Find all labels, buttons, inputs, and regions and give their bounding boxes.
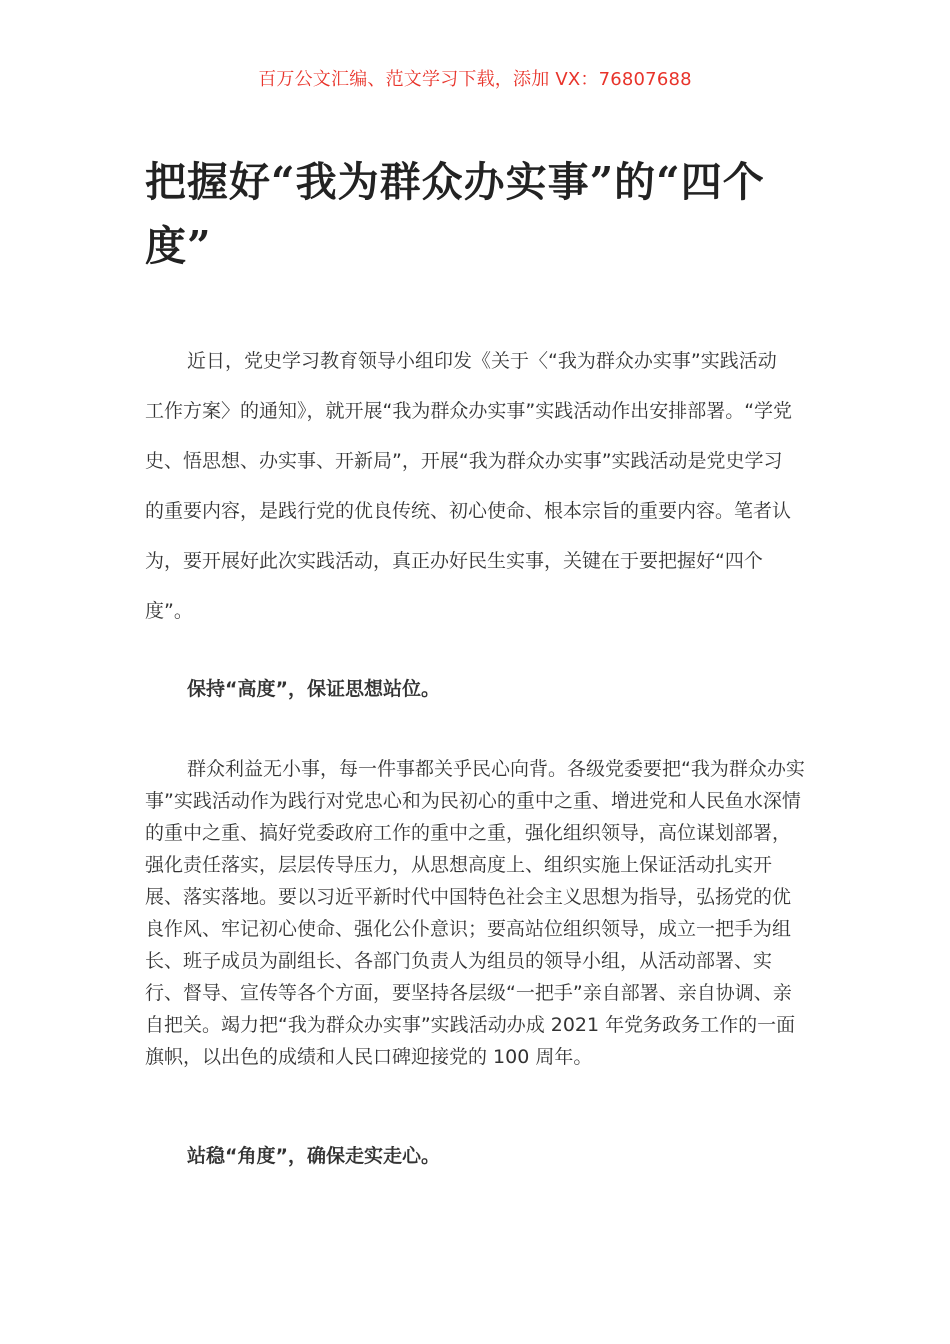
section-heading-angle: 站稳“角度”，确保走实走心。 (187, 1145, 440, 1167)
header-banner: 百万公文汇编、范文学习下载，添加 VX：76807688 (258, 69, 692, 90)
section-body-height: 群众利益无小事，每一件事都关乎民心向背。各级党委要把“我为群众办实事”实践活动作为践行对党忠心和为民初心的重中之重、增进党和人民鱼水深情的重中之重、搞好党委政府工作的重中之重，强化组织领导，高位谋划部署，强化责任落实，层层传导压力，从思想高度上、组织实施上保证活动扎实开展、落实落地。要以习近平新时代中国特色社会主义思想为指导，弘扬党的优良作风、牢记初心使命、强化公仆意识；要高站位组织领导，成立一把手为组长、班子成员为副组长、各部门负责人为组员的领导小组，从活动部署、实行、督导、宣传等各个方面，要坚持各层级“一把手”亲自部署、亲自协调、亲自把关。竭力把“我为群众办实事”实践活动办成 2021 年党务政务工作的一面旗帜，以出色的成绩和人民口碑迎接党的 100 周年。 (145, 758, 805, 1068)
page-title: 把握好“我为群众办实事”的“四个度” (145, 158, 765, 270)
section-heading-height: 保持“高度”，保证思想站位。 (187, 678, 440, 700)
intro-paragraph: 近日，党史学习教育领导小组印发《关于〈“我为群众办实事”实践活动工作方案〉的通知》，就开展“我为群众办实事”实践活动作出安排部署。“学党史、悟思想、办实事、开新局”，开展“我为群众办实事”实践活动是党史学习的重要内容，是践行党的优良传统、初心使命、根本宗旨的重要内容。笔者认为，要开展好此次实践活动，真正办好民生实事，关键在于要把握好“四个度”。 (145, 350, 793, 622)
